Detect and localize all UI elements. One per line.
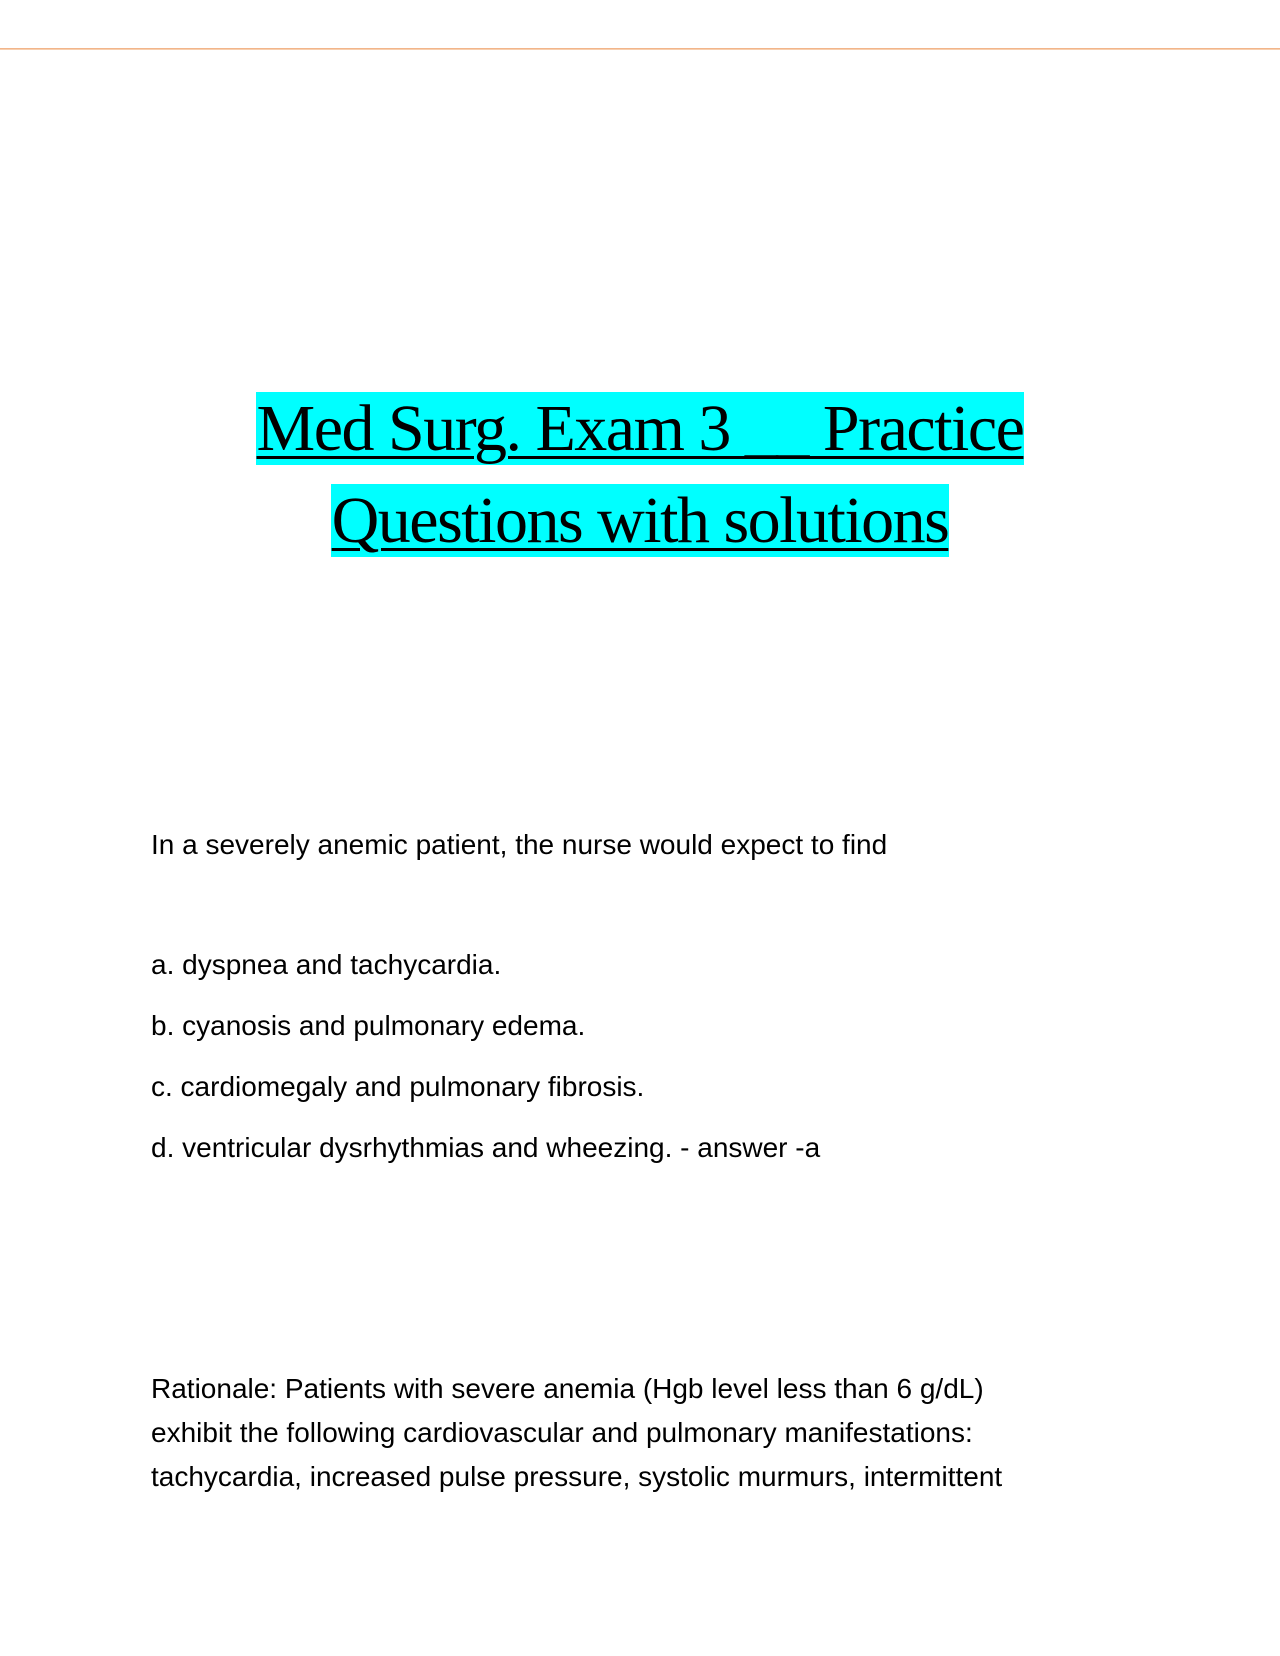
answer-options — [151, 943, 1131, 1187]
rationale-line-1: Rationale: Patients with severe anemia (Hgb level less than 6 g/dL) — [151, 1373, 984, 1404]
rationale-line-2: exhibit the following cardiovascular and pulmonary manifestations: — [151, 1417, 973, 1448]
question-stem: In a severely anemic patient, the nurse would expect to find — [151, 829, 888, 860]
option-c: c. cardiomegaly and pulmonary fibrosis. — [151, 1071, 645, 1102]
rationale-paragraph — [151, 1367, 1131, 1499]
option-a: a. dyspnea and tachycardia. — [151, 949, 502, 980]
rationale-line-3: tachycardia, increased pulse pressure, systolic murmurs, intermittent — [151, 1461, 1003, 1492]
option-b: b. cyanosis and pulmonary edema. — [151, 1010, 586, 1041]
option-d: d. ventricular dysrhythmias and wheezing. - answer -a — [151, 1132, 821, 1163]
document-title — [0, 383, 1280, 567]
header-rule — [0, 48, 1280, 50]
title-line-1: Med Surg. Exam 3 __ Practice — [256, 392, 1024, 465]
title-line-2: Questions with solutions — [331, 484, 949, 557]
